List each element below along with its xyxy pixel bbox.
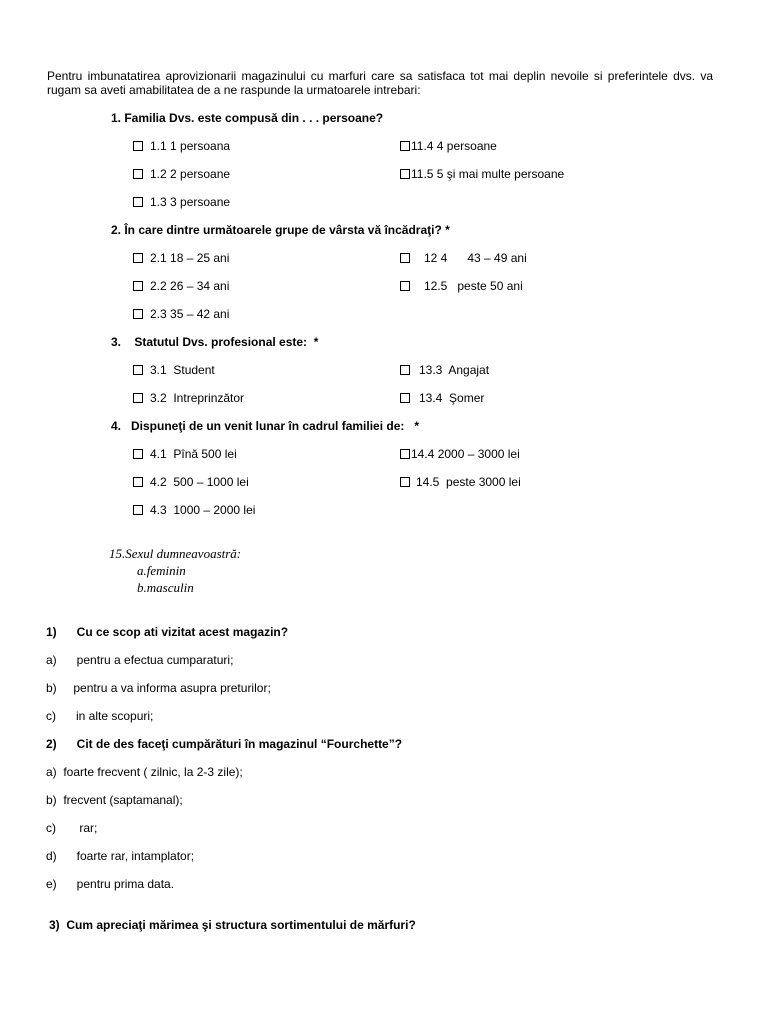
part2-question-1-title: 1) Cu ce scop ati vizitat acest magazin? <box>46 625 289 639</box>
question-1-title: 1. Familia Dvs. este compusă din . . . persoane? <box>111 111 384 125</box>
checkbox[interactable] <box>133 169 143 179</box>
checkbox[interactable] <box>400 365 410 375</box>
option-1-2[interactable]: 1.2 2 persoane <box>133 167 230 181</box>
part2-q2-option-b: b) frecvent (saptamanal); <box>46 793 183 807</box>
option-2-1[interactable]: 2.1 18 – 25 ani <box>133 251 229 265</box>
part2-q2-option-a: a) foarte frecvent ( zilnic, la 2-3 zile); <box>46 765 243 779</box>
checkbox[interactable] <box>133 281 143 291</box>
option-3-1[interactable]: 3.1 Student <box>133 363 215 377</box>
checkbox[interactable] <box>133 393 143 403</box>
question-3-title: 3. Statutul Dvs. profesional este: * <box>111 335 319 349</box>
checkbox[interactable] <box>400 253 410 263</box>
checkbox[interactable] <box>133 365 143 375</box>
question-15-option-a: a.feminin <box>137 563 186 578</box>
checkbox[interactable] <box>400 449 410 459</box>
part2-q1-option-c: c) in alte scopuri; <box>46 709 154 723</box>
checkbox[interactable] <box>400 169 410 179</box>
checkbox[interactable] <box>133 253 143 263</box>
option-1-5[interactable]: 11.5 5 şi mai multe persoane <box>400 167 564 181</box>
part2-question-3-title: 3) Cum apreciaţi mărimea şi structura sortimentului de mărfuri? <box>49 918 416 932</box>
option-3-2[interactable]: 3.2 Intreprinzător <box>133 391 244 405</box>
checkbox[interactable] <box>133 505 143 515</box>
option-4-5[interactable]: 14.5 peste 3000 lei <box>400 475 521 489</box>
option-4-4[interactable]: 14.4 2000 – 3000 lei <box>400 447 520 461</box>
option-3-3[interactable]: 13.3 Angajat <box>400 363 489 377</box>
part2-q2-option-e: e) pentru prima data. <box>46 877 175 891</box>
checkbox[interactable] <box>400 281 410 291</box>
option-2-5[interactable]: 12.5 peste 50 ani <box>400 279 523 293</box>
option-4-2[interactable]: 4.2 500 – 1000 lei <box>133 475 249 489</box>
option-2-2[interactable]: 2.2 26 – 34 ani <box>133 279 229 293</box>
checkbox[interactable] <box>400 141 410 151</box>
part2-q1-option-b: b) pentru a va informa asupra preturilor; <box>46 681 271 695</box>
question-2-title: 2. În care dintre următoarele grupe de vârsta vă încădraţi? * <box>111 223 450 237</box>
option-4-1[interactable]: 4.1 Pînă 500 lei <box>133 447 237 461</box>
part2-q2-option-c: c) rar; <box>46 821 98 835</box>
checkbox[interactable] <box>133 449 143 459</box>
checkbox[interactable] <box>133 477 143 487</box>
option-1-4[interactable]: 11.4 4 persoane <box>400 139 497 153</box>
option-2-4[interactable]: 12 4 43 – 49 ani <box>400 251 527 265</box>
question-15-title: 15.Sexul dumneavoastră: <box>109 546 242 561</box>
question-4-title: 4. Dispuneţi de un venit lunar în cadrul familiei de: * <box>111 419 420 433</box>
option-2-3[interactable]: 2.3 35 – 42 ani <box>133 307 229 321</box>
option-1-1[interactable]: 1.1 1 persoana <box>133 139 230 153</box>
checkbox[interactable] <box>133 309 143 319</box>
part2-question-2-title: 2) Cit de des faceţi cumpărături în magazinul “Fourchette”? <box>46 737 403 751</box>
question-15-option-b: b.masculin <box>137 580 194 595</box>
checkbox[interactable] <box>133 141 143 151</box>
checkbox[interactable] <box>133 197 143 207</box>
checkbox[interactable] <box>400 477 410 487</box>
option-1-3[interactable]: 1.3 3 persoane <box>133 195 230 209</box>
option-4-3[interactable]: 4.3 1000 – 2000 lei <box>133 503 255 517</box>
option-3-4[interactable]: 13.4 Şomer <box>400 391 484 405</box>
checkbox[interactable] <box>400 393 410 403</box>
part2-q2-option-d: d) foarte rar, intamplator; <box>46 849 195 863</box>
part2-q1-option-a: a) pentru a efectua cumparaturi; <box>46 653 234 667</box>
intro-paragraph: Pentru imbunatatirea aprovizionarii magazinului cu marfuri care sa satisfaca tot mai deplin nevoile si preferintele dvs. va rugam sa aveti amabilitatea de a ne raspunde la urmatoarele intrebari: <box>47 69 713 97</box>
